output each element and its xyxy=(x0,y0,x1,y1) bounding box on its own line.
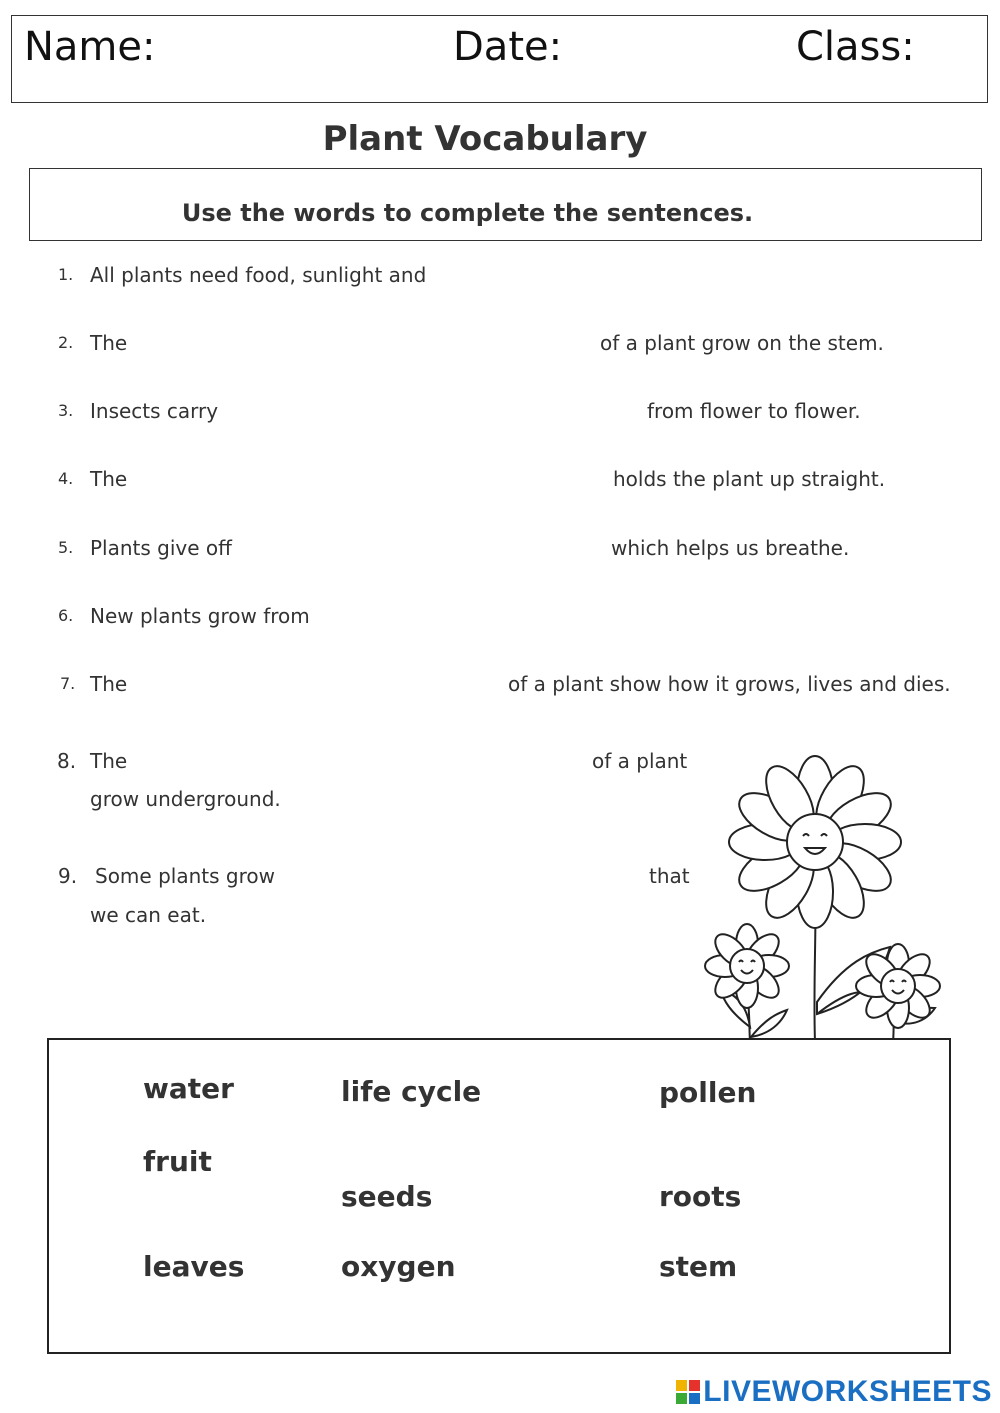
sentence-text-after: of a plant xyxy=(592,749,688,773)
sentence-text: The xyxy=(90,672,128,696)
sentence-text: All plants need food, sunlight and xyxy=(90,263,427,287)
sentence-number: 8. xyxy=(57,749,77,773)
sentence-text: The xyxy=(90,331,128,355)
sentence-text-line2: grow underground. xyxy=(90,787,281,811)
sentence-text-after: holds the plant up straight. xyxy=(613,467,886,491)
sentence-text: Insects carry xyxy=(90,399,219,423)
word-bank-item: life cycle xyxy=(341,1075,482,1108)
sentence-text: Plants give off xyxy=(90,536,232,560)
sentence-text: Some plants grow xyxy=(95,864,275,888)
sentence-text: The xyxy=(90,467,128,491)
word-bank-item: stem xyxy=(659,1250,738,1283)
word-bank-item: water xyxy=(143,1072,234,1105)
sentence-number: 3. xyxy=(58,401,74,420)
sentence-text-after: that xyxy=(649,864,690,888)
date-label: Date: xyxy=(453,24,563,70)
instructions-text: Use the words to complete the sentences. xyxy=(181,199,754,227)
sentence-number: 2. xyxy=(58,333,74,352)
sentence-text-after: from flower to flower. xyxy=(647,399,861,423)
sentence-number: 7. xyxy=(60,674,76,693)
sentence-text-after: of a plant grow on the stem. xyxy=(600,331,884,355)
word-bank-item: pollen xyxy=(659,1076,757,1109)
sentence-text-after: of a plant show how it grows, lives and dies. xyxy=(508,672,951,696)
brand-text: LIVEWORKSHEETS xyxy=(703,1375,992,1408)
word-bank-item: fruit xyxy=(143,1145,212,1178)
sentence-number: 9. xyxy=(58,864,78,888)
sentence-number: 4. xyxy=(58,469,74,488)
class-label: Class: xyxy=(796,24,915,70)
liveworksheets-logo-icon xyxy=(675,1379,701,1405)
brand-logo-link[interactable] xyxy=(675,1374,992,1410)
sentence-text: The xyxy=(90,749,128,773)
word-bank-item: seeds xyxy=(341,1180,433,1213)
name-label: Name: xyxy=(24,24,156,70)
sentence-number: 6. xyxy=(58,606,74,625)
word-bank-item: oxygen xyxy=(341,1250,456,1283)
page-title: Plant Vocabulary xyxy=(322,119,648,159)
sentence-text-line2: we can eat. xyxy=(90,903,207,927)
word-bank-item: leaves xyxy=(143,1250,245,1283)
sentence-text: New plants grow from xyxy=(90,604,310,628)
flower-illustration xyxy=(695,752,955,1042)
sentence-text-after: which helps us breathe. xyxy=(611,536,850,560)
sentence-number: 5. xyxy=(58,538,74,557)
word-bank-item: roots xyxy=(659,1180,742,1213)
sentence-number: 1. xyxy=(58,265,74,284)
